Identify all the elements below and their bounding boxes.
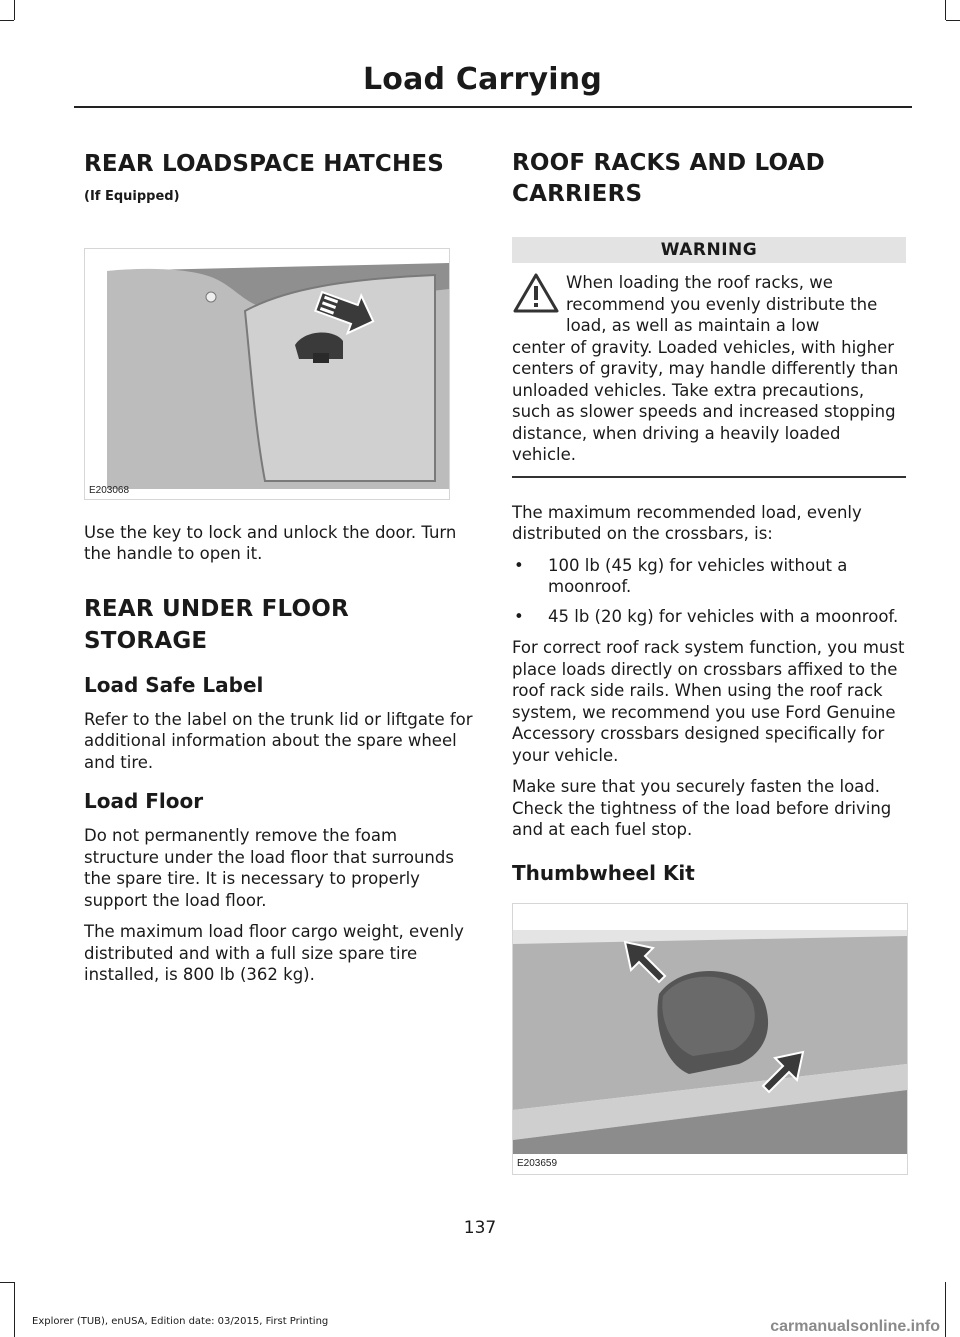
warning-text: center of gravity. Loaded vehicles, with higher centers of gravity, may handle differently than unloaded vehicles. Take extra precautions, such as slower speeds and increased stopping distance, when driving a heavily loaded vehicle.	[512, 337, 899, 464]
section-heading-roof-racks: ROOF RACKS AND LOAD CARRIERS	[512, 150, 825, 207]
section-heading-rear-loadspace-hatches: REAR LOADSPACE HATCHES	[84, 151, 445, 177]
section-heading-rear-under-floor-storage: REAR UNDER FLOOR STORAGE	[84, 595, 349, 654]
warning-heading: WARNING	[512, 237, 906, 263]
page-header	[74, 58, 912, 108]
crop-mark	[945, 0, 946, 20]
subheading-load-safe-label: Load Safe Label	[84, 672, 264, 697]
body-text: Use the key to lock and unlock the door. Turn the handle to open it.	[84, 522, 457, 563]
body-text: Refer to the label on the trunk lid or liftgate for additional information about the spare wheel and tire.	[84, 709, 473, 772]
watermark: carmanualsonline.info	[770, 1318, 940, 1335]
body-text: The maximum recommended load, evenly distributed on the crossbars, is:	[512, 502, 862, 543]
thumbwheel-figure	[512, 903, 908, 1175]
thumbwheel-illustration	[513, 904, 907, 1174]
page-number: 137	[463, 1218, 497, 1238]
body-text: Do not permanently remove the foam structure under the load floor that surrounds the spare tire. It is necessary to properly support the load floor.	[84, 826, 454, 910]
crop-mark	[945, 1282, 946, 1337]
rear-hatch-figure	[84, 248, 450, 500]
crop-mark	[14, 1282, 15, 1337]
crop-mark	[946, 20, 960, 21]
warning-box	[512, 272, 906, 478]
bullet-marker: •	[514, 555, 524, 575]
crop-mark	[14, 0, 15, 20]
figure-code: E203659	[517, 1157, 558, 1169]
section-qualifier: (If Equipped)	[84, 189, 180, 204]
subheading-thumbwheel-kit: Thumbwheel Kit	[512, 860, 695, 885]
bullet-list	[512, 555, 906, 628]
warning-text-lead: When loading the roof racks, we recommend you evenly distribute the load, as well as maintain a low	[566, 273, 878, 335]
warning-triangle-icon	[512, 272, 560, 314]
crop-mark	[0, 1282, 14, 1283]
subheading-load-floor: Load Floor	[84, 789, 204, 813]
crop-mark	[0, 20, 14, 21]
left-column	[84, 148, 474, 986]
page-title: Load Carrying	[362, 62, 602, 97]
body-text: For correct roof rack system function, you must place loads directly on crossbars affixed to the roof rack side rails. When using the roof rack system, we recommend you use Ford Genuine Accessory crossbars designed specifically for your vehicle.	[512, 638, 905, 765]
edition-footer: Explorer (TUB), enUSA, Edition date: 03/2015, First Printing	[32, 1316, 329, 1327]
body-text: Make sure that you securely fasten the load. Check the tightness of the load before driving and at each fuel stop.	[512, 777, 892, 839]
body-text: The maximum load floor cargo weight, evenly distributed and with a full size spare tire installed, is 800 lb (362 kg).	[84, 922, 464, 984]
figure-code: E203068	[89, 484, 130, 496]
right-column	[512, 148, 906, 1175]
list-item: • 100 lb (45 kg) for vehicles without a moonroof.	[514, 555, 848, 596]
rear-hatch-illustration	[85, 249, 449, 499]
list-item: • 45 lb (20 kg) for vehicles with a moonroof.	[514, 606, 899, 626]
bullet-marker: •	[514, 606, 524, 626]
